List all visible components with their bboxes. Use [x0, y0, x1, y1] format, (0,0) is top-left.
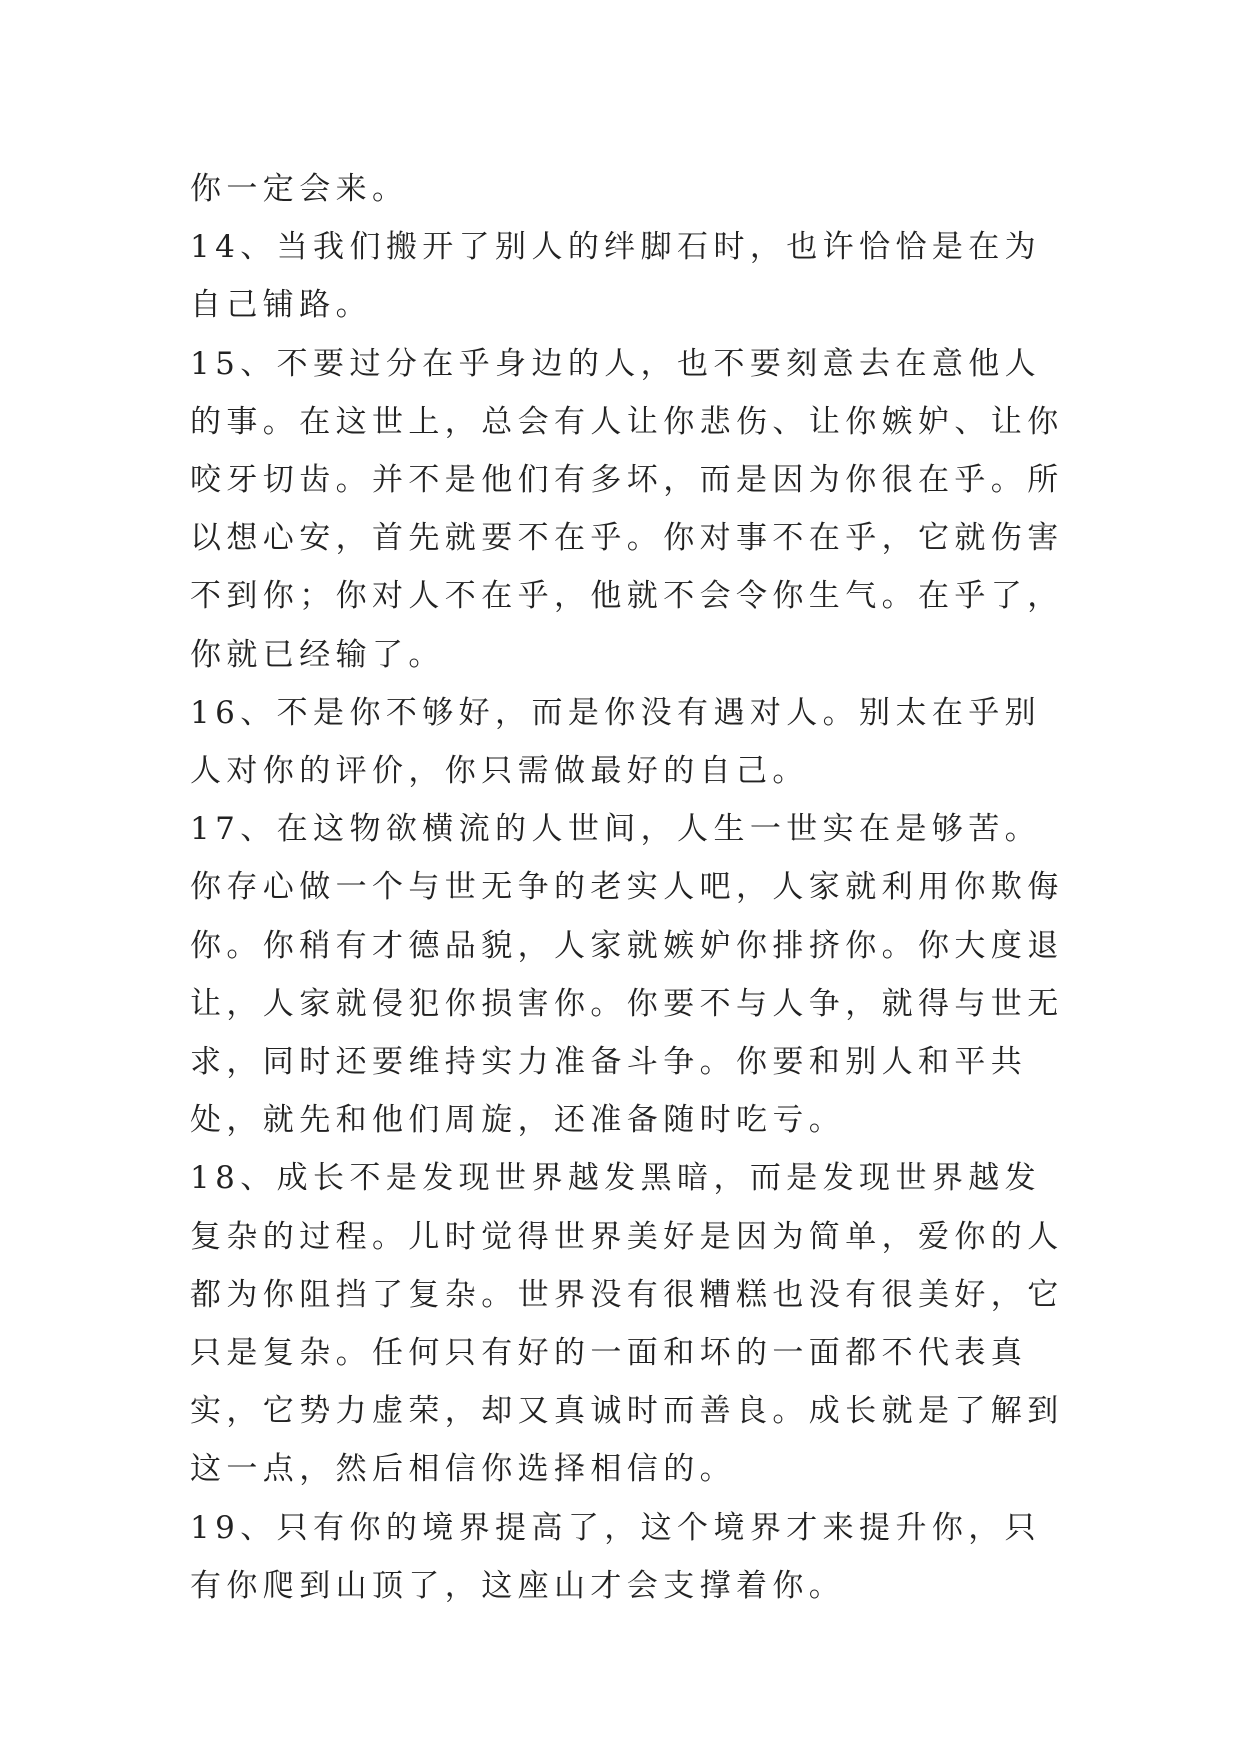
paragraph-18: 18、成长不是发现世界越发黑暗，而是发现世界越发复杂的过程。儿时觉得世界美好是因为简单，爱你的人都为你阻挡了复杂。世界没有很糟糕也没有很美好，它只是复杂。任何只有好的一面和坏的一面都不代表真实，它势力虚荣，却又真诚时而善良。成长就是了解到这一点，然后相信你选择相信的。: [190, 1160, 1064, 1488]
paragraph-16: 16、不是你不够好，而是你没有遇对人。别太在乎别人对你的评价，你只需做最好的自己。: [190, 694, 1042, 790]
paragraph-continuation: 你一定会来。: [190, 171, 409, 207]
body-text: [190, 160, 1070, 1615]
paragraph-19: 19、只有你的境界提高了，这个境界才来提升你，只有你爬到山顶了，这座山才会支撑着你。: [190, 1509, 1042, 1604]
paragraph-14: 14、当我们搬开了别人的绊脚石时，也许恰恰是在为自己铺路。: [190, 229, 1042, 324]
paragraph-15: 15、不要过分在乎身边的人，也不要刻意去在意他人的事。在这世上，总会有人让你悲伤、让你嫉妒、让你咬牙切齿。并不是他们有多坏，而是因为你很在乎。所以想心安，首先就要不在乎。你对事不在乎，它就伤害不到你；你对人不在乎，他就不会令你生气。在乎了，你就已经输了。: [190, 345, 1064, 673]
paragraph-17: 17、在这物欲横流的人世间，人生一世实在是够苦。你存心做一个与世无争的老实人吧，人家就利用你欺侮你。你稍有才德品貌，人家就嫉妒你排挤你。你大度退让，人家就侵犯你损害你。你要不与人争，就得与世无求，同时还要维持实力准备斗争。你要和别人和平共处，就先和他们周旋，还准备随时吃亏。: [190, 811, 1064, 1139]
